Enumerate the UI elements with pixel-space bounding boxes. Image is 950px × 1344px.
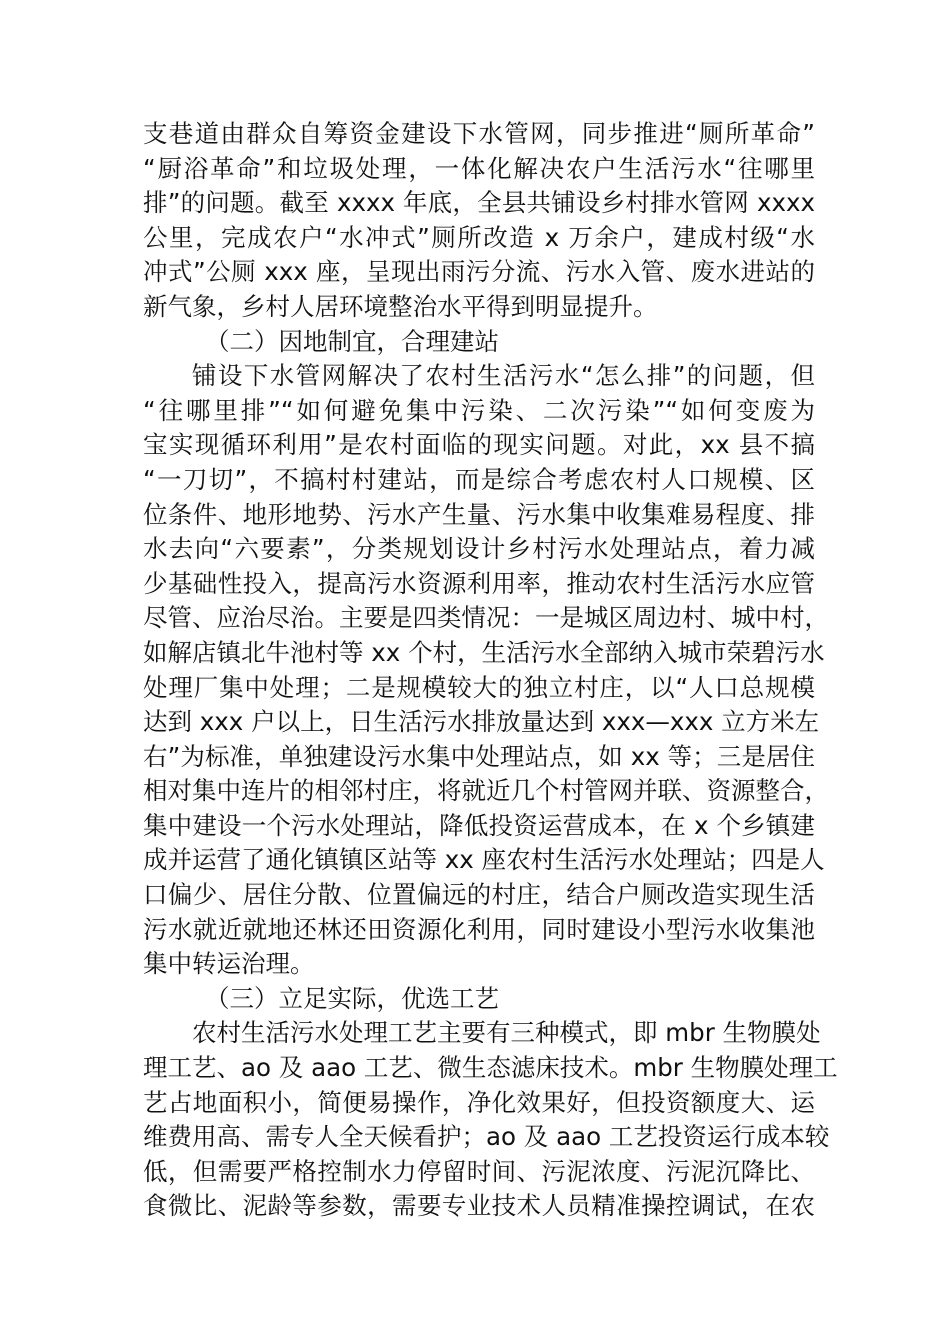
body-text-line: 位条件、地形地势、污水产生量、污水集中收集难易程度、排 [143, 499, 815, 529]
body-text-line: 低，但需要严格控制水力停留时间、污泥浓度、污泥沉降比、 [143, 1156, 815, 1186]
body-text-line: 公里，完成农户“水冲式”厕所改造 x 万余户，建成村级“水 [143, 222, 815, 252]
body-text-line: 食微比、泥龄等参数，需要专业技术人员精准操控调试，在农 [143, 1191, 815, 1221]
body-text-line: 支巷道由群众自筹资金建设下水管网，同步推进“厕所革命” [143, 119, 815, 148]
body-text-line: 冲式”公厕 xxx 座，呈现出雨污分流、污水入管、废水进站的 [143, 257, 815, 287]
body-text-line: 水去向“六要素”，分类规划设计乡村污水处理站点，着力减 [143, 534, 815, 564]
body-text-line: 成并运营了通化镇镇区站等 xx 座农村生活污水处理站；四是人 [143, 845, 825, 875]
body-text-line: 少基础性投入，提高污水资源利用率，推动农村生活污水应管 [143, 568, 815, 598]
body-text-line: 处理厂集中处理；二是规模较大的独立村庄，以“人口总规模 [143, 672, 815, 702]
body-text-line: 铺设下水管网解决了农村生活污水“怎么排”的问题，但 [192, 361, 815, 391]
body-text-line: 集中建设一个污水处理站，降低投资运营成本，在 x 个乡镇建 [143, 810, 815, 840]
section-heading: （二）因地制宜，合理建站 [205, 326, 499, 356]
body-text-line: 农村生活污水处理工艺主要有三种模式，即 mbr 生物膜处 [192, 1018, 821, 1048]
body-text-line: 理工艺、ao 及 aao 工艺、微生态滤床技术。mbr 生物膜处理工 [143, 1053, 838, 1083]
body-text-line: 口偏少、居住分散、位置偏远的村庄，结合户厕改造实现生活 [143, 880, 815, 910]
body-text-line: 艺占地面积小，简便易操作，净化效果好，但投资额度大、运 [143, 1087, 815, 1117]
body-text-line: 污水就近就地还林还田资源化利用，同时建设小型污水收集池 [143, 914, 815, 944]
body-text-line: 达到 xxx 户以上，日生活污水排放量达到 xxx—xxx 立方米左 [143, 707, 820, 737]
body-text-line: “一刀切”，不搞村村建站，而是综合考虑农村人口规模、区 [143, 464, 815, 494]
body-text-line: 右”为标准，单独建设污水集中处理站点，如 xx 等；三是居住 [143, 741, 815, 771]
body-text-line: 相对集中连片的相邻村庄，将就近几个村管网并联、资源整合， [143, 776, 829, 806]
body-text-line: 新气象，乡村人居环境整治水平得到明显提升。 [143, 291, 658, 321]
body-text-line: 维费用高、需专人全天候看护；ao 及 aao 工艺投资运行成本较 [143, 1122, 830, 1152]
body-text-line: “往哪里排”“如何避免集中污染、二次污染”“如何变废为 [143, 395, 815, 425]
body-text-line: 宝实现循环利用”是农村面临的现实问题。对此，xx 县不搞 [143, 430, 815, 460]
document-body [143, 117, 838, 1224]
section-heading: （三）立足实际，优选工艺 [205, 983, 499, 1013]
body-text-line: “厨浴革命”和垃圾处理，一体化解决农户生活污水“往哪里 [143, 153, 815, 183]
body-text-line: 排”的问题。截至 xxxx 年底，全县共铺设乡村排水管网 xxxx [143, 188, 815, 218]
body-text-line: 如解店镇北牛池村等 xx 个村，生活污水全部纳入城市荣碧污水 [143, 637, 825, 667]
body-text-line: 尽管、应治尽治。主要是四类情况：一是城区周边村、城中村， [143, 603, 829, 633]
body-text-line: 集中转运治理。 [143, 949, 315, 979]
